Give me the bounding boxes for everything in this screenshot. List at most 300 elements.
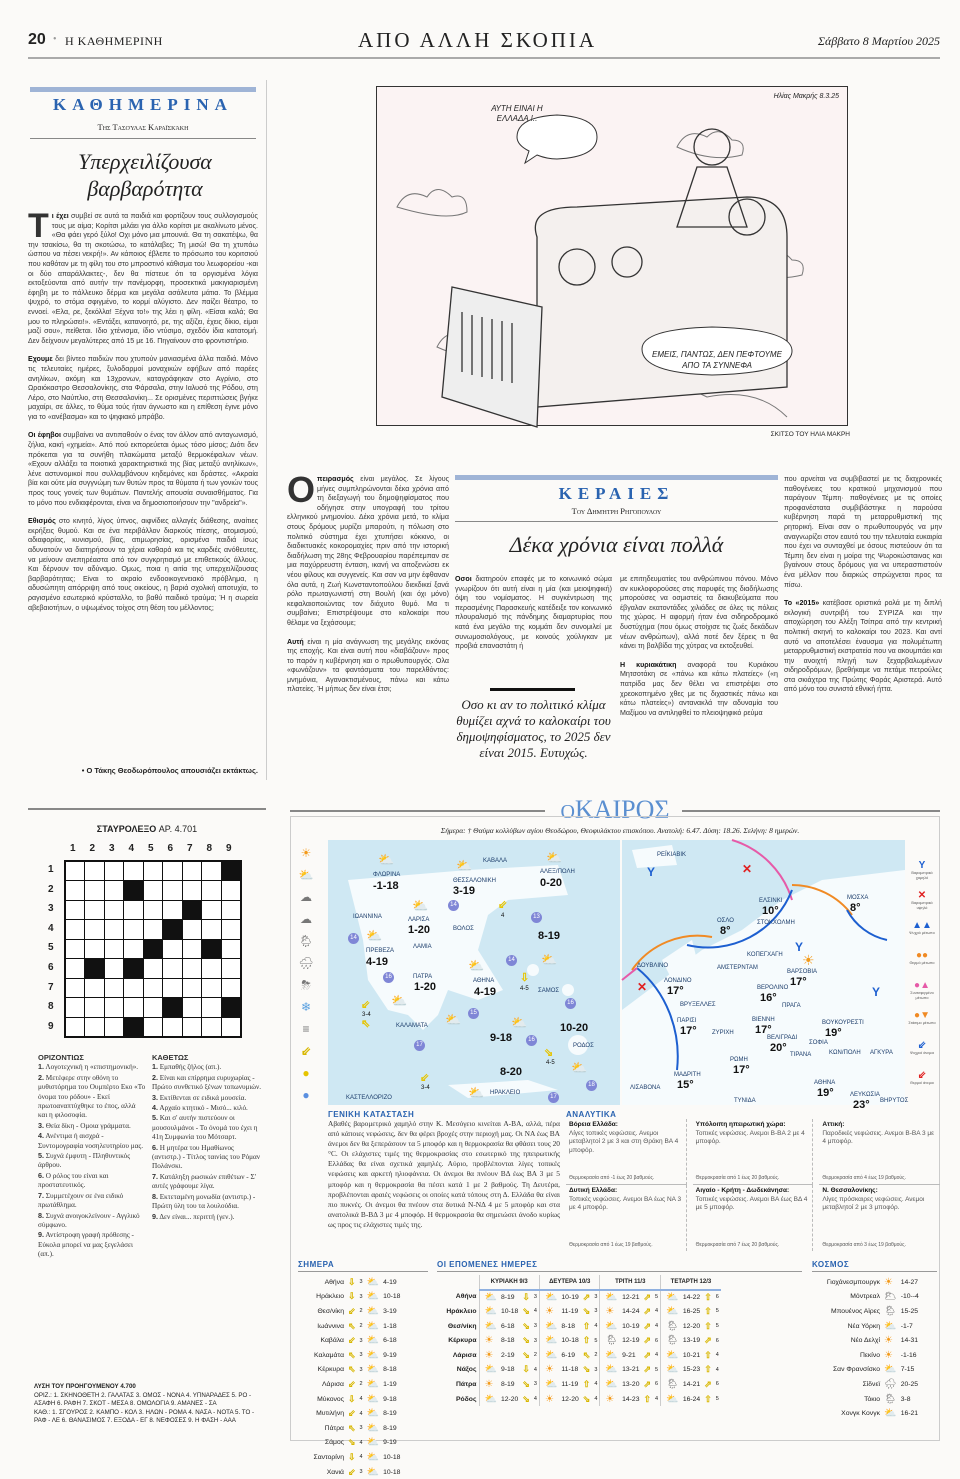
region-name: Δυτική Ελλάδα:	[569, 1187, 618, 1194]
crossword-cell[interactable]	[85, 998, 103, 1016]
clue-number: 8.	[38, 1210, 44, 1220]
city-label: ΜΟΣΧΑ	[847, 895, 869, 901]
sea-temp: 14	[506, 955, 517, 966]
clue	[152, 1073, 264, 1093]
clue-number: 4.	[152, 1103, 158, 1113]
crossword-cell[interactable]	[183, 881, 201, 899]
crossword-cell[interactable]	[222, 959, 240, 977]
temp-label: 1-20	[414, 981, 437, 993]
crossword-cell[interactable]	[105, 881, 123, 899]
crossword-cell[interactable]	[85, 979, 103, 997]
general-text: Αβαθές βαρομετρικό χαμηλό στην Κ. Μεσόγειο κινείται Α-ΒΑ, αλλά, πέρα από κάποιες νεφώσεις, δεν θα φέρει βροχές στην περιοχή μας. Οι ΝΑ έως ΒΑ άνεμοι δεν θα ξεπεράσουν τα 5 μποφόρ και η θερμοκρασία θα φθάσει τους 20 °C. Οι ελάχιστες τιμές της θερμοκρασίας στο εσωτερικό της ηπειρωτικής Ελλάδας θα είναι σχετικά χαμηλές. Αύριο, προβλέπονται λίγες τοπικές νεφώσεις και αρκετή ηλιοφάνεια. Οι άνεμοι θα πνέουν ΒΔ έως ΒΑ 3 με 5 μποφόρ και η θερμοκρασία θα πέσει κατά 1 με 2 βαθμούς. Τη Δευτέρα, προβλέπονται αραιές νεφώσεις οι οποίες κατά τόπους στη Δ. Ελλάδα θα είναι πιο πυκνές. Οι άνεμοι θα πνέουν στα δυτικά Ν-ΝΔ 4 με 5 μποφόρ και στα ανατολικά Β-ΒΔ 3 με 4 μποφόρ. Η θερμοκρασία θα σημειώσει άνοδο κυρίως ως προς τις ελάχιστες τιμές της.	[328, 1119, 560, 1229]
wind-arrow-icon: ⇖	[361, 1018, 371, 1030]
wind-arrow-icon: ⇘	[522, 1305, 530, 1316]
city-name: Σαν Φρανσίσκο	[832, 1366, 880, 1374]
legend-symbol-icon: ✕	[917, 890, 927, 901]
city-label: ΘΕΣΣΑΛΟΝΙΚΗ	[453, 878, 496, 884]
crossword-cell[interactable]	[144, 998, 162, 1016]
region-name: Υπόλοιπη ηπειρωτική χώρα:	[695, 1121, 786, 1128]
table-row	[298, 1275, 402, 1290]
crossword-cell[interactable]	[144, 1018, 162, 1036]
temp-label: 19°	[825, 1027, 842, 1039]
wind-arrow-icon: ⇧	[704, 1364, 712, 1375]
cloud-icon: ☁	[300, 912, 312, 926]
symbol-legend-left	[293, 842, 319, 1122]
wind-arrow-icon: ⇩	[522, 1291, 530, 1302]
temperature-range: 6-19	[561, 1351, 576, 1359]
weather-icon: ☀	[884, 1276, 893, 1288]
wind-arrow-icon: ⇘	[544, 1047, 554, 1059]
city-name: Μπουένος Αϊρες	[831, 1307, 880, 1315]
legend-label: Συνεσφιγμένο μέτωπο	[910, 991, 934, 1000]
general-situation	[328, 1110, 560, 1230]
city-label: ΚΑΒΑΛΑ	[483, 858, 508, 864]
crossword-cell[interactable]	[163, 940, 181, 958]
crossword-cell[interactable]	[163, 1018, 181, 1036]
crossword-number: ΑΡ. 4.701	[158, 824, 198, 834]
temp-label: 8-19	[538, 930, 561, 942]
crossword-cell[interactable]	[202, 959, 220, 977]
crossword-cell[interactable]	[202, 979, 220, 997]
table-row	[437, 1363, 721, 1378]
clue-number: 2.	[38, 1072, 44, 1082]
wind-force: 6	[715, 1337, 719, 1344]
temp-label: 0-20	[540, 877, 563, 889]
column-divider	[266, 80, 267, 780]
crossword-cell[interactable]	[202, 862, 220, 880]
black-cell	[144, 940, 162, 958]
table-row	[812, 1348, 921, 1363]
sea-temp: 18	[586, 1080, 597, 1091]
crossword-cell[interactable]	[222, 920, 240, 938]
table-row	[437, 1333, 721, 1348]
table-row	[298, 1348, 402, 1363]
crossword-cell[interactable]	[105, 959, 123, 977]
clue-text: Η μητέρα του Ημαθίωνος (αντιστρ.) - Τίτλος ταινίας του Ρόμαν Πολάνσκι.	[152, 1143, 261, 1171]
wind-force: 3	[594, 1294, 598, 1301]
column-number: 3	[109, 843, 115, 854]
city-name: Καβάλα	[320, 1337, 344, 1345]
crossword-cell[interactable]	[222, 1018, 240, 1036]
temp-label: 17°	[680, 1025, 697, 1037]
table-row	[298, 1363, 402, 1378]
temperature-range: 8-19	[383, 1410, 397, 1418]
day-header: ΚΥΡΙΑΚΗ 9/3	[479, 1275, 539, 1290]
wind-arrow-icon: ⇙	[348, 1378, 356, 1389]
temperature-range: 7-15	[900, 1366, 915, 1374]
weather-icon: ☀	[479, 1377, 499, 1392]
temperature-range: 11-19	[561, 1307, 579, 1315]
wind-force: 6	[715, 1294, 719, 1301]
wind-force: 3	[359, 1352, 363, 1359]
wind-force: 5	[655, 1366, 659, 1373]
world-table	[812, 1275, 921, 1421]
weather-icon: ⛅	[884, 1320, 897, 1332]
analytics	[566, 1110, 940, 1255]
table-row	[812, 1333, 921, 1348]
weather-icon: ☀	[539, 1304, 559, 1319]
weather-icon: ⛅	[661, 1363, 681, 1378]
temperature-range: 10-18	[500, 1307, 519, 1315]
black-cell	[202, 940, 220, 958]
crossword-cell[interactable]	[183, 998, 201, 1016]
black-cell	[163, 998, 181, 1016]
table-row	[437, 1392, 721, 1407]
city-label: ΒΟΛΟΣ	[453, 926, 474, 932]
weather-icon: 🌧	[884, 1378, 897, 1390]
black-cell	[124, 881, 142, 899]
crossword-cell[interactable]	[163, 959, 181, 977]
city-name: Νάξος	[456, 1366, 477, 1374]
temp-label: 17°	[790, 976, 807, 988]
city-name: Θεσ/νίκη	[317, 1307, 344, 1315]
wind-force: 4	[655, 1352, 659, 1359]
wind-force: 4	[533, 1366, 537, 1373]
city-name: Μόντρεαλ	[850, 1293, 880, 1301]
day-header: ΤΡΙΤΗ 11/3	[600, 1275, 661, 1290]
table-row	[298, 1450, 402, 1465]
partly-cloudy-icon: ⛅	[445, 1012, 462, 1027]
temperature-range: 20-25	[900, 1380, 919, 1388]
temp-label: 9-18	[490, 1032, 513, 1044]
city-name: Θεσ/νίκη	[447, 1322, 477, 1330]
wind-arrow-icon: ⇘	[522, 1335, 530, 1346]
temperature-range: 12-20	[682, 1322, 701, 1330]
forecast-region	[566, 1119, 687, 1185]
temp-label: 16°	[760, 992, 777, 1004]
temperature-range: -10--4	[900, 1293, 919, 1301]
temperature-range: 13-21	[622, 1366, 640, 1374]
wind-force: 3	[359, 1293, 363, 1300]
region-temp: Θερμοκρασία από -1 έως 20 βαθμούς.	[569, 1174, 655, 1181]
city-name: Χονγκ Κονγκ	[841, 1410, 880, 1418]
weather-icon: 🌦	[600, 1333, 620, 1348]
temperature-range: 10-18	[383, 1453, 401, 1461]
wind-arrow-icon: ⇘	[348, 1437, 356, 1448]
crossword-cell[interactable]	[183, 862, 201, 880]
wind-arrow-icon: ⇩	[522, 1364, 530, 1375]
city-label: ΛΑΜΙΑ	[413, 944, 432, 950]
crossword-cell[interactable]	[85, 1018, 103, 1036]
crossword-cell[interactable]	[85, 920, 103, 938]
crossword-cell[interactable]	[202, 998, 220, 1016]
weather-icon: ⛅	[366, 1335, 380, 1347]
city-label: ΤΙΡΑΝΑ	[790, 1052, 812, 1058]
section-heading: ΑΝΑΛΥΤΙΚΑ	[566, 1110, 617, 1119]
crossword-cell[interactable]	[222, 901, 240, 919]
crossword-cell[interactable]	[105, 862, 123, 880]
weather-icon: ⛅	[479, 1392, 499, 1407]
crossword-cell[interactable]	[124, 940, 142, 958]
temperature-range: 12-20	[561, 1395, 579, 1403]
weather-icon: ☀	[479, 1333, 499, 1348]
weather-title: ΟΚΑΙΡΟΣ	[560, 795, 670, 824]
column-number: 2	[89, 843, 96, 854]
table-row	[298, 1377, 402, 1392]
crossword-cell[interactable]	[66, 881, 84, 899]
table-row	[298, 1436, 402, 1451]
city-label: ΛΟΝΔΙΝΟ	[664, 978, 692, 984]
crossword-cell[interactable]	[222, 881, 240, 899]
partly-cloudy-icon: ⛅	[412, 898, 429, 913]
crossword-cell[interactable]	[124, 920, 142, 938]
crossword-cell[interactable]	[85, 862, 103, 880]
crossword-cell[interactable]	[144, 959, 162, 977]
weather-icon: ☀	[539, 1392, 559, 1407]
table-row	[298, 1392, 402, 1407]
column-rubric: ΚΕΡΑΙΕΣ	[558, 484, 675, 503]
clue	[38, 1121, 146, 1131]
clue	[152, 1062, 264, 1072]
weather-icon: ☀	[600, 1304, 620, 1319]
legend-label: Βαρομετρικό χαμηλό	[911, 871, 933, 880]
legend-item	[907, 860, 937, 890]
article-col-3: με επιτηδευματίες του ανθρώπινου πόνου. Μόνο αν κυκλοφορούσες στις παρυφές της διαδήλωσης μπορούσες να οσμιστείς τα διακυβεύματα που έβγαλαν εκατοντάδες χιλιάδες σε όλες τις πόλεις της χώρας. Η αφορμή ήταν ένα σιδηροδρομικό δυστύχημα (που όμως στοίχισε τις ζωές δεκάδων νέων ανθρώπων), αλλά ποτέ δεν ξέρεις τι θα κάνει τη βαλβίδα της χύτρας να εκτοξευθεί. Η κυριακάτικη αναφορά του Κυριάκου Μητσοτάκη σε «πάνω και κάτω πλατείες» («η πατρίδα μας δεν θέλει να επιστρέψει στο χρεοκοπημένο χθες με τις διχαστικές πάνω και κάτω πλατείες») αντανακλά την αδυναμία του Μαξίμου να αντιληφθεί το πλειοψηφικό ρεύμα	[620, 575, 778, 717]
cloud-icon: ☁	[300, 890, 312, 904]
wind-force: 3	[533, 1337, 537, 1344]
weather-rule-left	[290, 810, 545, 812]
table-row	[437, 1377, 721, 1392]
city-label: ΛΕΥΚΩΣΙΑ	[850, 1092, 880, 1098]
clue	[152, 1172, 264, 1192]
region-name: Αττική:	[822, 1121, 845, 1128]
table-row	[298, 1290, 402, 1305]
temp-label: 17°	[755, 1024, 772, 1036]
temperature-range: 11-19	[561, 1380, 579, 1388]
crossword-cell[interactable]	[202, 881, 220, 899]
legend-item	[907, 950, 937, 980]
table-row	[298, 1406, 402, 1421]
city-label: ΠΡΕΒΕΖΑ	[366, 948, 395, 954]
crossword-cell[interactable]	[105, 1018, 123, 1036]
crossword-cell[interactable]	[183, 940, 201, 958]
weather-icon: ⛅	[479, 1290, 499, 1305]
crossword-cell[interactable]	[66, 940, 84, 958]
high-pressure-icon: Y	[647, 865, 656, 879]
wind-force: 3-4	[421, 1085, 430, 1091]
crossword-cell[interactable]	[124, 979, 142, 997]
crossword-cell[interactable]	[124, 901, 142, 919]
crossword-cell[interactable]	[183, 1018, 201, 1036]
sea-temp: 14	[348, 933, 359, 944]
section-heading: ΣΗΜΕΡΑ	[298, 1260, 428, 1272]
crossword-cell[interactable]	[144, 979, 162, 997]
crossword-cell[interactable]	[66, 1018, 84, 1036]
weather-icon: ☀	[479, 1348, 499, 1363]
forecast-region	[693, 1185, 814, 1251]
table-row	[437, 1290, 721, 1305]
crossword-cell[interactable]	[105, 940, 123, 958]
crossword-cell[interactable]	[85, 881, 103, 899]
legend-label: Ψυχροί άνεμοι	[909, 1051, 935, 1055]
high-pressure-icon: Y	[872, 985, 881, 999]
pull-quote-bar	[490, 688, 575, 691]
clue-number: 6.	[152, 1142, 158, 1152]
clue	[152, 1212, 264, 1222]
wind-arrow-icon: ⇧	[582, 1335, 591, 1346]
drop-cap: Τ	[28, 207, 49, 245]
crossword-cell[interactable]	[66, 862, 84, 880]
europe-landmass	[622, 840, 905, 1105]
temp-label: 4-19	[366, 956, 389, 968]
legend-symbol-icon: ●▼	[914, 1010, 930, 1021]
crossword-cell[interactable]	[66, 920, 84, 938]
crossword-cell[interactable]	[124, 862, 142, 880]
crossword-cell[interactable]	[66, 979, 84, 997]
clue	[152, 1093, 264, 1103]
weather-icon: 🌦	[661, 1319, 681, 1334]
across-clues: ΟΡΙΖΟΝΤΙΩΣ 1. Λογοτεχνική η «επιστημονική». 2. Μετέφερε στην οθόνη το μυθιστόρημα του Ουμπέρτο Εκο «Το όνομα του ρόδου» - Εκεί πρωτοαναπτύχθηκε το έπος, αλλά και η φιλοσοφία. 3. Θεία δίκη - Ομοια γράμματα. 4. Ανέντιμα ή αισχρά - Συντομογραφία νοσηλευτηρίου μας. 5. Συχνά έμφυτη - Πληθυντικός άρθρου. 6. Ο ρόλος του είναι και προστατευτικός. 7. Συμμετέχουν σε ένα ειδικό πρωτάθλημα. 8. Συχνά ανοιγοκλείνουν - Αγγλικό σύμφωνο. 9. Αντίστροφη γραφή πρόθεσης - Εύκολα μπορεί να μας ξεγελάσει (απ.).	[38, 1053, 146, 1259]
day-header: ΤΕΤΑΡΤΗ 12/3	[661, 1275, 721, 1290]
wind-arrow-icon: ⇙	[348, 1305, 356, 1316]
wind-force: 3-4	[362, 1012, 371, 1018]
table-row	[812, 1363, 921, 1378]
crossword-cell[interactable]	[66, 959, 84, 977]
weather-icon: 🌦	[661, 1377, 681, 1392]
temp-label: 10°	[762, 905, 779, 917]
sun-icon: ☀	[802, 952, 815, 968]
temperature-range: 8-19	[500, 1293, 515, 1301]
wind-arrow-icon: ⇖	[582, 1349, 591, 1360]
section-heading: ΓΕΝΙΚΗ ΚΑΤΑΣΤΑΣΗ	[328, 1110, 415, 1119]
forecast-region	[819, 1119, 940, 1185]
city-name: Νέο Δελχί	[850, 1337, 880, 1345]
legend-item	[907, 1070, 937, 1100]
weather-icon: ⛅	[366, 1422, 380, 1434]
wind-force: 6	[655, 1337, 659, 1344]
wind-arrow-icon: ⇖	[348, 1320, 356, 1331]
wind-arrow-icon: ⇙	[361, 999, 371, 1011]
row-number: 1	[48, 864, 54, 875]
temperature-range: 9-18	[500, 1366, 515, 1374]
temperature-range: 14-24	[622, 1307, 640, 1315]
city-label: ΦΛΩΡΙΝΑ	[373, 872, 401, 878]
clue-number: 6.	[38, 1170, 44, 1180]
wind-force: 6	[655, 1381, 659, 1388]
section-title: ΑΠΟ ΑΛΛΗ ΣΚΟΠΙΑ	[358, 28, 598, 52]
city-label: ΒΡΥΞΕΛΛΕΣ	[680, 1002, 716, 1008]
crossword-cell[interactable]	[183, 959, 201, 977]
table-row	[298, 1333, 402, 1348]
weather-icon: ⛅	[366, 1378, 380, 1390]
crossword-cell[interactable]	[144, 881, 162, 899]
crossword-cell[interactable]	[222, 940, 240, 958]
city-label: ΣΟΦΙΑ	[809, 1040, 828, 1046]
crossword-cell[interactable]	[202, 901, 220, 919]
city-name: Κέρκυρα	[317, 1366, 344, 1374]
city-name: Μυτιλήνη	[316, 1410, 344, 1418]
wind-arrow-icon: ⇘	[522, 1349, 530, 1360]
temperature-range: 9-19	[383, 1351, 397, 1359]
crossword-cell[interactable]	[222, 979, 240, 997]
crossword-cell[interactable]	[183, 979, 201, 997]
city-name: Ρόδος	[456, 1395, 477, 1403]
legend-label: Θερμοί άνεμοι	[910, 1081, 934, 1085]
column-number: 7	[187, 843, 193, 854]
next-days-table	[437, 1275, 721, 1406]
city-label: ΖΥΡΙΧΗ	[712, 1030, 734, 1036]
greece-map	[328, 840, 620, 1105]
temperature-range: 3-19	[383, 1307, 397, 1315]
crossword-cell[interactable]	[144, 862, 162, 880]
city-name: Μύκονος	[317, 1395, 344, 1403]
city-label: ΠΑΡΙΣΙ	[677, 1018, 697, 1024]
wind-force: 4	[655, 1323, 659, 1330]
clue-number: 9.	[152, 1211, 158, 1221]
weather-icon: ☀	[600, 1392, 620, 1407]
crossword-cell[interactable]	[144, 920, 162, 938]
clue-number: 8.	[152, 1191, 158, 1201]
city-label: ΛΙΣΑΒΟΝΑ	[630, 1085, 661, 1091]
crossword-cell[interactable]	[124, 998, 142, 1016]
crossword-cell[interactable]	[144, 901, 162, 919]
wind-force: 4	[501, 913, 505, 919]
clue-number: 5.	[38, 1151, 44, 1161]
cartoon-drawing	[377, 87, 849, 427]
crossword-cell[interactable]	[163, 901, 181, 919]
table-row	[437, 1319, 721, 1334]
low-pressure-icon: ✕	[637, 980, 648, 994]
sea-temp: 17	[548, 1092, 559, 1103]
crossword-cell[interactable]	[66, 998, 84, 1016]
city-label: ΒΑΡΣΟΒΙΑ	[787, 969, 818, 975]
crossword-cell[interactable]	[163, 979, 181, 997]
weather-icon: ⛅	[661, 1392, 681, 1407]
rain-icon: 🌦	[298, 934, 314, 948]
row-number: 7	[48, 981, 54, 993]
wind-force: 3	[533, 1323, 537, 1330]
city-label: ΔΟΥΒΛΙΝΟ	[637, 963, 669, 969]
crossword-cell[interactable]	[163, 881, 181, 899]
clue-text: Εκτίθενται σε ειδικά μουσεία.	[159, 1093, 247, 1102]
crossword-cell[interactable]	[163, 862, 181, 880]
temperature-range: 10-19	[561, 1293, 579, 1301]
clue-number: 1.	[38, 1062, 44, 1072]
crossword-grid	[64, 860, 242, 1038]
region-name: Ν. Θεσσαλονίκης:	[822, 1187, 878, 1194]
crossword-cell[interactable]	[183, 920, 201, 938]
crossword-cell[interactable]	[85, 940, 103, 958]
clue	[38, 1191, 146, 1211]
clue-number: 9.	[38, 1230, 44, 1240]
temperature-range: 10-21	[682, 1351, 701, 1359]
moon-icon: ●	[302, 1066, 310, 1080]
city-label: ΒΟΥΚΟΥΡΕΣΤΙ	[822, 1020, 864, 1026]
crossword-cell[interactable]	[105, 920, 123, 938]
crossword-cell[interactable]	[105, 901, 123, 919]
city-label: ΠΑΤΡΑ	[413, 974, 433, 980]
wind-arrow-icon: ⇗	[643, 1305, 652, 1316]
wind-arrow-icon: ⇧	[704, 1305, 712, 1316]
crossword-cell[interactable]	[202, 1018, 220, 1036]
legend-item	[907, 890, 937, 920]
city-label: ΒΙΕΝΝΗ	[752, 1017, 775, 1023]
crossword-cell[interactable]	[105, 998, 123, 1016]
crossword-cell[interactable]	[202, 920, 220, 938]
storm-icon: ⛈	[301, 978, 311, 992]
sea-temp: 16	[565, 998, 576, 1009]
moon-icon: ●	[302, 1088, 310, 1102]
page-header	[28, 28, 940, 54]
weather-icon: ☀	[884, 1349, 893, 1361]
sea-temp: 16	[383, 972, 394, 983]
crossword-cell[interactable]	[66, 901, 84, 919]
crossword-cell[interactable]	[85, 901, 103, 919]
weather-icon: 🌦	[884, 1305, 897, 1317]
temperature-range: 8-18	[383, 1366, 397, 1374]
crossword-cell[interactable]	[105, 979, 123, 997]
region-text: Λίγες πρόσκαιρες νεφώσεις. Ανεμοι μεταβλητοί 2 με 3 μποφόρ.	[822, 1195, 925, 1211]
